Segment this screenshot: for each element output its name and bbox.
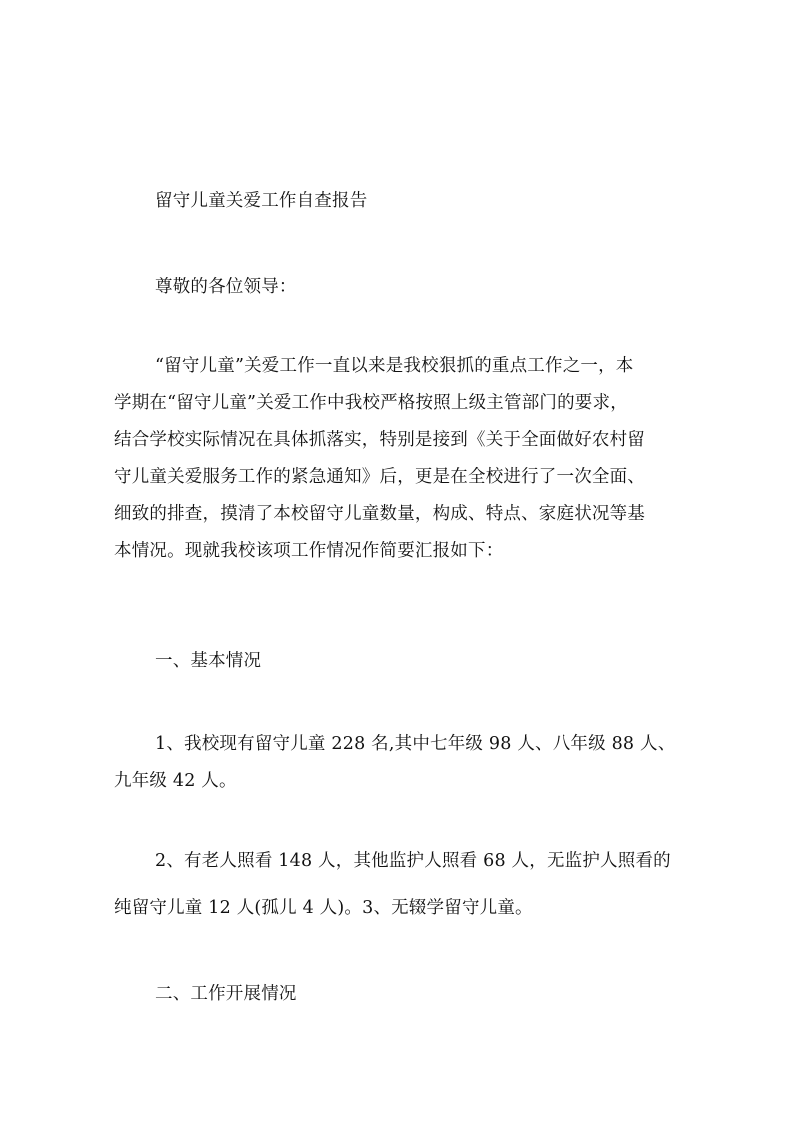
paragraph-line: 九年级 42 人。 — [114, 771, 237, 791]
section-heading-basic-info: 一、基本情况 — [155, 651, 262, 671]
paragraph-line: 结合学校实际情况在具体抓落实，特别是接到《关于全面做好农村留 — [114, 430, 645, 450]
paragraph-line: 纯留守儿童 12 人(孤儿 4 人)。3、无辍学留守儿童。 — [114, 898, 533, 918]
paragraph-line: 1、我校现有留守儿童 228 名,其中七年级 98 人、八年级 88 人、 — [155, 734, 676, 754]
salutation: 尊敬的各位领导： — [155, 277, 297, 297]
section-heading-work-progress: 二、工作开展情况 — [155, 984, 297, 1004]
paragraph-line: 本情况。现就我校该项工作情况作简要汇报如下： — [114, 541, 504, 561]
paragraph-line: 学期在“留守儿童”关爱工作中我校严格按照上级主管部门的要求， — [114, 393, 628, 413]
document-title: 留守儿童关爱工作自查报告 — [155, 191, 368, 211]
paragraph-line: 2、有老人照看 148 人，其他监护人照看 68 人，无监护人照看的 — [155, 851, 671, 871]
paragraph-line: “留守儿童”关爱工作一直以来是我校狠抓的重点工作之一，本 — [155, 356, 634, 376]
paragraph-line: 细致的排查，摸清了本校留守儿童数量，构成、特点、家庭状况等基 — [114, 504, 645, 524]
paragraph-line: 守儿童关爱服务工作的紧急通知》后，更是在全校进行了一次全面、 — [114, 467, 645, 487]
